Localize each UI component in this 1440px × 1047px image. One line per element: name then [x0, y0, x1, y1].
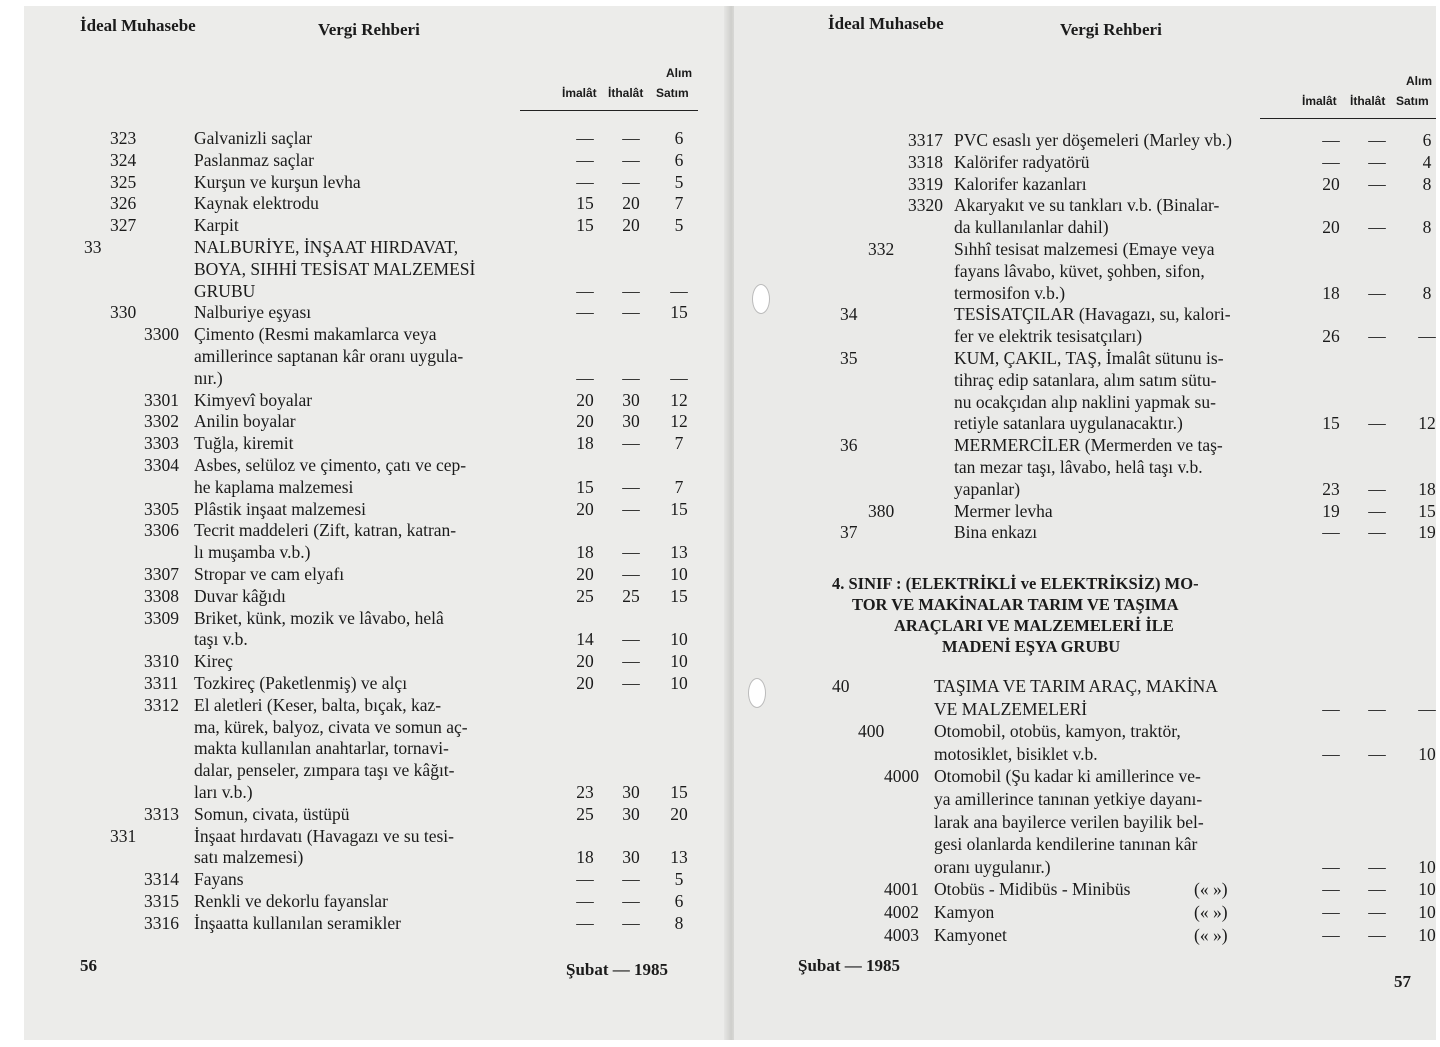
item-description: taşı v.b.: [194, 629, 248, 650]
item-description: Kamyon: [934, 902, 995, 922]
value-ithalat: —: [622, 673, 640, 693]
value-imalat: 19: [1322, 500, 1340, 521]
value-ithalat: —: [1368, 879, 1386, 900]
item-code: 3305: [144, 498, 179, 519]
right-col-imalat: İmalât: [1302, 94, 1337, 108]
item-code: 3303: [144, 433, 179, 454]
item-code: 323: [110, 128, 137, 148]
item-code: 327: [110, 215, 137, 236]
item-code: 4002: [884, 902, 919, 922]
item-description: KUM, ÇAKIL, TAŞ, İmalât sütunu is-: [954, 348, 1224, 368]
item-description: tan mezar taşı, lâvabo, helâ taşı v.b.: [954, 457, 1203, 477]
item-code: 3311: [144, 673, 179, 693]
value-satim: 7: [674, 476, 684, 497]
item-code: 3307: [144, 564, 179, 584]
item-description: da kullanılanlar dahil): [954, 217, 1109, 238]
item-description: Briket, künk, mozik ve lâvabo, helâ: [194, 607, 444, 628]
item-code: 3301: [144, 389, 179, 410]
value-imalat: —: [576, 367, 594, 388]
item-code: 3314: [144, 869, 179, 890]
value-satim: 13: [670, 542, 688, 563]
value-imalat: 14: [576, 629, 594, 650]
item-code: 400: [858, 721, 885, 742]
item-code: 3304: [144, 455, 179, 475]
item-description: Fayans: [194, 869, 244, 890]
book-spread: [24, 6, 1436, 1040]
right-col-alim: Alım: [1406, 74, 1433, 88]
left-footer-date: Şubat — 1985: [566, 960, 669, 979]
value-imalat: —: [576, 149, 594, 170]
value-satim: 5: [674, 869, 684, 890]
value-ithalat: —: [622, 367, 640, 388]
right-header-title: İdeal Muhasebe: [828, 14, 944, 33]
item-description: ları v.b.): [194, 782, 253, 802]
value-satim: 8: [1422, 282, 1432, 303]
item-description: fayans lâvabo, küvet, şohben, sifon,: [954, 260, 1205, 281]
value-satim: 8: [1422, 173, 1432, 194]
value-ithalat: —: [622, 149, 640, 170]
value-imalat: 20: [1322, 173, 1340, 194]
value-satim: 10: [670, 651, 688, 672]
value-satim: 12: [670, 411, 688, 432]
value-imalat: —: [576, 280, 594, 301]
section-title-line: 4. SINIF : (ELEKTRİKLİ ve ELEKTRİKSİZ) MO-: [832, 574, 1199, 593]
item-description: VE MALZEMELERİ: [934, 698, 1088, 719]
value-imalat: —: [1322, 879, 1340, 900]
value-satim: 13: [670, 847, 688, 868]
item-code: 3316: [144, 912, 179, 933]
value-satim: 15: [1418, 500, 1436, 521]
value-ithalat: —: [622, 128, 640, 148]
item-code: 3302: [144, 411, 179, 432]
item-description: GRUBU: [194, 280, 256, 301]
item-code: 325: [110, 171, 137, 192]
value-ithalat: —: [622, 542, 640, 563]
item-code: 332: [868, 239, 895, 259]
item-description: Kamyonet: [934, 924, 1007, 945]
value-satim: 15: [670, 585, 688, 606]
value-satim: 8: [1422, 217, 1432, 238]
item-description: amillerince saptanan kâr oranı uygula-: [194, 346, 464, 366]
value-ithalat: —: [622, 629, 640, 650]
item-description: Kalorifer kazanları: [954, 173, 1087, 194]
item-code: 380: [868, 500, 895, 521]
item-note: (« »): [1194, 902, 1228, 922]
value-imalat: 18: [576, 542, 594, 563]
item-code: 36: [840, 435, 858, 456]
value-ithalat: —: [1368, 522, 1386, 543]
left-header-title: İdeal Muhasebe: [80, 16, 196, 35]
left-col-imalat: İmalât: [562, 86, 597, 100]
item-description: Somun, civata, üstüpü: [194, 803, 350, 824]
value-imalat: 18: [1322, 282, 1340, 303]
value-ithalat: 30: [622, 847, 640, 868]
value-satim: 5: [674, 171, 684, 192]
value-imalat: —: [1322, 902, 1340, 922]
value-imalat: 23: [1322, 478, 1340, 499]
item-description: Mermer levha: [954, 500, 1053, 521]
item-description: nır.): [194, 367, 223, 388]
value-imalat: —: [576, 171, 594, 192]
value-satim: 10: [1418, 856, 1436, 877]
value-satim: 12: [1418, 413, 1436, 434]
item-description: Renkli ve dekorlu fayanslar: [194, 891, 388, 911]
value-satim: 15: [670, 498, 688, 519]
item-description: Otomobil (Şu kadar ki amillerince ve-: [934, 766, 1201, 787]
item-code: 3318: [908, 151, 943, 172]
item-description: fer ve elektrik tesisatçıları): [954, 326, 1143, 347]
value-ithalat: —: [622, 912, 640, 933]
item-description: PVC esaslı yer döşemeleri (Marley vb.): [954, 130, 1232, 150]
value-imalat: 20: [576, 411, 594, 432]
value-satim: —: [670, 367, 688, 388]
value-satim: 6: [1422, 130, 1432, 150]
item-code: 3320: [908, 195, 943, 216]
value-ithalat: 20: [622, 215, 640, 236]
left-page-number: 56: [80, 956, 97, 975]
left-header-rule: [520, 110, 698, 111]
value-imalat: —: [1322, 151, 1340, 172]
value-satim: 10: [670, 629, 688, 650]
value-imalat: —: [1322, 924, 1340, 945]
value-satim: 5: [674, 215, 684, 236]
item-description: Asbes, selüloz ve çimento, çatı ve cep-: [194, 455, 467, 475]
item-description: Tuğla, kiremit: [194, 433, 294, 454]
value-satim: 4: [1422, 151, 1432, 172]
value-imalat: 18: [576, 847, 594, 868]
item-description: NALBURİYE, İNŞAAT HIRDAVAT,: [194, 237, 459, 257]
value-imalat: —: [576, 891, 594, 911]
item-code: 4000: [884, 766, 919, 787]
item-code: 3300: [144, 324, 179, 345]
item-description: motosiklet, bisiklet v.b.: [934, 743, 1098, 764]
value-satim: —: [1418, 698, 1436, 719]
item-description: larak ana bayilerce verilen bayilik bel-: [934, 811, 1204, 832]
item-description: Galvanizli saçlar: [194, 128, 313, 148]
value-satim: 10: [670, 673, 688, 693]
value-imalat: —: [576, 869, 594, 890]
value-ithalat: —: [622, 869, 640, 890]
value-imalat: 20: [576, 389, 594, 410]
value-ithalat: 30: [622, 803, 640, 824]
right-page: [734, 6, 1436, 1040]
value-imalat: —: [1322, 856, 1340, 877]
item-code: 34: [840, 304, 858, 325]
item-description: satı malzemesi): [194, 847, 304, 868]
item-description: tihraç edip satanlara, alım satım sütu-: [954, 369, 1217, 390]
value-ithalat: —: [622, 498, 640, 519]
value-imalat: —: [576, 128, 594, 148]
value-satim: 10: [670, 564, 688, 584]
value-satim: —: [1418, 326, 1436, 347]
item-code: 330: [110, 302, 137, 323]
value-imalat: —: [576, 912, 594, 933]
value-imalat: 26: [1322, 326, 1340, 347]
value-ithalat: —: [1368, 151, 1386, 172]
value-ithalat: —: [622, 171, 640, 192]
value-imalat: —: [1322, 130, 1340, 150]
item-code: 3309: [144, 607, 179, 628]
item-description: Anilin boyalar: [194, 411, 296, 432]
value-satim: 6: [674, 128, 684, 148]
value-ithalat: —: [1368, 173, 1386, 194]
item-description: TAŞIMA VE TARIM ARAÇ, MAKİNA: [934, 676, 1218, 696]
item-description: Çimento (Resmi makamlarca veya: [194, 324, 437, 345]
item-description: Kireç: [194, 651, 233, 672]
right-header-subtitle: Vergi Rehberi: [1060, 20, 1162, 39]
left-col-satim: Satım: [656, 86, 689, 100]
value-ithalat: —: [1368, 902, 1386, 922]
value-imalat: 20: [1322, 217, 1340, 238]
item-code: 37: [840, 522, 858, 543]
value-ithalat: —: [1368, 478, 1386, 499]
item-description: gesi olanlarda kendilerine tanınan kâr: [934, 834, 1198, 855]
value-satim: —: [670, 280, 688, 301]
item-description: Kalörifer radyatörü: [954, 151, 1090, 172]
value-imalat: 15: [576, 215, 594, 236]
value-ithalat: 30: [622, 389, 640, 410]
value-ithalat: —: [1368, 326, 1386, 347]
item-description: Akaryakıt ve su tankları v.b. (Binalar-: [954, 195, 1220, 216]
item-description: Kimyevî boyalar: [194, 389, 313, 410]
value-imalat: 25: [576, 585, 594, 606]
item-description: Nalburiye eşyası: [194, 302, 312, 323]
value-satim: 10: [1418, 743, 1436, 764]
value-ithalat: —: [1368, 217, 1386, 238]
left-page: [24, 6, 730, 1040]
item-description: makta kullanılan anahtarlar, tornavi-: [194, 738, 449, 759]
value-ithalat: —: [1368, 500, 1386, 521]
item-description: oranı uygulanır.): [934, 856, 1051, 877]
value-imalat: 20: [576, 498, 594, 519]
value-imalat: —: [576, 302, 594, 323]
left-col-alim: Alım: [666, 66, 693, 80]
item-code: 331: [110, 825, 137, 846]
item-description: Otomobil, otobüs, kamyon, traktör,: [934, 721, 1181, 742]
item-code: 3317: [908, 130, 943, 150]
punch-hole-top: [752, 284, 770, 314]
item-code: 3312: [144, 694, 179, 715]
value-satim: 10: [1418, 924, 1436, 945]
value-imalat: —: [1322, 743, 1340, 764]
value-ithalat: —: [1368, 282, 1386, 303]
item-code: 3315: [144, 891, 179, 911]
value-ithalat: —: [622, 476, 640, 497]
value-ithalat: —: [1368, 130, 1386, 150]
item-description: MERMERCİLER (Mermerden ve taş-: [954, 435, 1223, 456]
value-satim: 6: [674, 149, 684, 170]
item-description: ma, kürek, balyoz, civata ve somun aç-: [194, 716, 468, 737]
right-col-satim: Satım: [1396, 94, 1429, 108]
value-ithalat: 20: [622, 193, 640, 214]
value-imalat: —: [1322, 698, 1340, 719]
value-ithalat: —: [622, 280, 640, 301]
item-description: Kurşun ve kurşun levha: [194, 171, 361, 192]
item-description: dalar, penseler, zımpara taşı ve kâğıt-: [194, 760, 455, 781]
item-note: (« »): [1194, 924, 1228, 945]
item-description: termosifon v.b.): [954, 282, 1066, 303]
item-description: İnşaat hırdavatı (Havagazı ve su tesi-: [194, 825, 454, 846]
section-title-line: ARAÇLARI VE MALZEMELERİ İLE: [894, 616, 1174, 635]
item-description: Stropar ve cam elyafı: [194, 564, 345, 584]
value-imalat: 20: [576, 651, 594, 672]
value-ithalat: —: [622, 564, 640, 584]
item-description: TESİSATÇILAR (Havagazı, su, kalori-: [954, 304, 1231, 325]
item-code: 35: [840, 348, 858, 368]
item-code: 40: [832, 676, 850, 696]
value-ithalat: —: [622, 651, 640, 672]
value-ithalat: —: [1368, 924, 1386, 945]
value-ithalat: —: [1368, 856, 1386, 877]
value-imalat: 15: [1322, 413, 1340, 434]
section-title-line: TOR VE MAKİNALAR TARIM VE TAŞIMA: [852, 595, 1179, 614]
value-ithalat: 30: [622, 411, 640, 432]
item-note: (« »): [1194, 879, 1228, 900]
section-title-line: MADENİ EŞYA GRUBU: [942, 637, 1121, 656]
item-description: Tecrit maddeleri (Zift, katran, katran-: [194, 520, 457, 541]
value-ithalat: —: [622, 302, 640, 323]
left-col-ithalat: İthalât: [608, 86, 644, 100]
item-description: Plâstik inşaat malzemesi: [194, 498, 367, 519]
item-description: Bina enkazı: [954, 522, 1038, 543]
value-satim: 18: [1418, 478, 1436, 499]
item-code: 3306: [144, 520, 179, 541]
value-satim: 7: [674, 193, 684, 214]
value-satim: 7: [674, 433, 684, 454]
item-code: 3310: [144, 651, 179, 672]
item-code: 324: [110, 149, 137, 170]
right-footer-date: Şubat — 1985: [798, 956, 901, 975]
item-description: Karpit: [194, 215, 239, 236]
right-col-ithalat: İthalât: [1350, 94, 1386, 108]
value-satim: 10: [1418, 902, 1436, 922]
item-description: he kaplama malzemesi: [194, 476, 354, 497]
item-description: El aletleri (Keser, balta, bıçak, kaz-: [194, 694, 442, 715]
value-satim: 6: [674, 891, 684, 911]
left-header-subtitle: Vergi Rehberi: [318, 20, 420, 39]
value-ithalat: —: [1368, 413, 1386, 434]
item-code: 4003: [884, 924, 919, 945]
value-satim: 20: [670, 803, 688, 824]
item-description: Kaynak elektrodu: [194, 193, 319, 214]
value-satim: 12: [670, 389, 688, 410]
value-satim: 8: [674, 912, 684, 933]
item-description: ya amillerince tanınan yetkiye dayanı-: [934, 789, 1203, 809]
punch-hole-bottom: [748, 678, 766, 708]
value-satim: 10: [1418, 879, 1436, 900]
value-imalat: 15: [576, 476, 594, 497]
item-code: 3319: [908, 173, 943, 194]
item-description: retiyle satanlara uygulanacaktır.): [954, 413, 1183, 434]
value-satim: 19: [1418, 522, 1436, 543]
value-imalat: 23: [576, 782, 594, 802]
item-description: Paslanmaz saçlar: [194, 149, 315, 170]
item-description: nu ocakçıdan alıp naklini yapmak su-: [954, 391, 1216, 412]
right-header-rule: [1260, 118, 1436, 119]
right-page-number: 57: [1394, 972, 1411, 991]
value-imalat: —: [1322, 522, 1340, 543]
item-code: 3313: [144, 803, 179, 824]
value-imalat: 25: [576, 803, 594, 824]
value-ithalat: —: [622, 891, 640, 911]
value-ithalat: —: [1368, 698, 1386, 719]
item-description: Sıhhî tesisat malzemesi (Emaye veya: [954, 239, 1215, 259]
item-description: İnşaatta kullanılan seramikler: [194, 912, 402, 933]
item-description: Duvar kâğıdı: [194, 585, 286, 606]
value-imalat: 20: [576, 564, 594, 584]
item-code: 33: [84, 237, 102, 257]
item-description: Tozkireç (Paketlenmiş) ve alçı: [194, 673, 408, 693]
value-imalat: 15: [576, 193, 594, 214]
item-code: 3308: [144, 585, 179, 606]
value-imalat: 18: [576, 433, 594, 454]
value-satim: 15: [670, 302, 688, 323]
item-description: yapanlar): [954, 478, 1021, 499]
item-description: BOYA, SIHHİ TESİSAT MALZEMESİ: [194, 258, 476, 279]
item-description: Otobüs - Midibüs - Minibüs: [934, 879, 1131, 900]
item-code: 326: [110, 193, 137, 214]
value-ithalat: 25: [622, 585, 640, 606]
item-code: 4001: [884, 879, 919, 900]
value-satim: 15: [670, 782, 688, 802]
value-ithalat: 30: [622, 782, 640, 802]
item-description: lı muşamba v.b.): [194, 542, 311, 563]
value-ithalat: —: [1368, 743, 1386, 764]
value-ithalat: —: [622, 433, 640, 454]
value-imalat: 20: [576, 673, 594, 693]
